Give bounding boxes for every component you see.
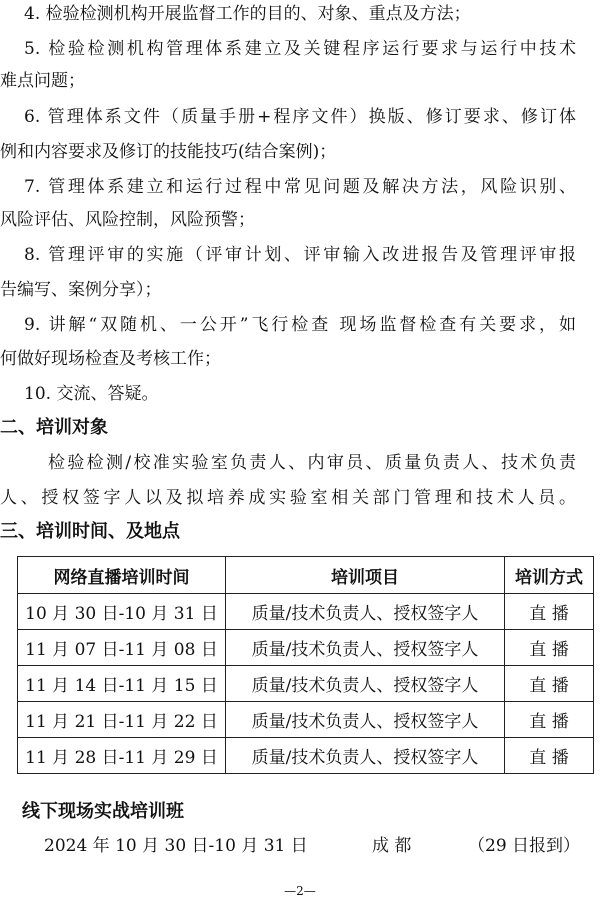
cell-method: 直 播 [505,702,594,738]
schedule-table [17,556,594,774]
item-5-line1: 5. 检验检测机构管理体系建立及关键程序运行要求与运行中技术 [24,39,576,59]
item-9-line2: 何做好现场检查及考核工作； [0,349,221,369]
cell-project: 质量/技术负责人、授权签字人 [226,666,505,702]
cell-time: 11 月 28 日-11 月 29 日 [18,738,226,774]
item-8-line2: 告编写、案例分享）； [0,280,162,300]
offline-title: 线下现场实战培训班 [22,801,184,822]
page-number: —2— [284,884,316,898]
table-row [18,702,594,738]
cell-project: 质量/技术负责人、授权签字人 [226,702,505,738]
item-6-line2: 例和内容要求及修订的技能技巧(结合案例)； [0,142,337,162]
section-2-line2: 人、授权签字人以及拟培养成实验室相关部门管理和技术人员。 [0,488,576,508]
header-time: 网络直播培训时间 [18,557,226,594]
offline-note: （29 日报到） [468,836,581,856]
offline-date: 2024 年 10 月 30 日-10 月 31 日 [44,836,308,856]
table-row [18,666,594,702]
item-7-line1: 7. 管理体系建立和运行过程中常见问题及解决方法，风险识别、 [24,177,576,197]
item-4: 4. 检验检测机构开展监督工作的目的、对象、重点及方法； [24,4,471,24]
section-3-heading: 三、培训时间、及地点 [0,521,180,542]
cell-project: 质量/技术负责人、授权签字人 [226,738,505,774]
cell-method: 直 播 [505,666,594,702]
table-row [18,738,594,774]
cell-time: 11 月 21 日-11 月 22 日 [18,702,226,738]
item-10: 10. 交流、答疑。 [24,384,159,404]
cell-time: 10 月 30 日-10 月 31 日 [18,594,226,630]
item-8-line1: 8. 管理评审的实施（评审计划、评审输入改进报告及管理评审报 [24,245,576,265]
cell-time: 11 月 07 日-11 月 08 日 [18,630,226,666]
cell-project: 质量/技术负责人、授权签字人 [226,630,505,666]
item-6-line1: 6. 管理体系文件（质量手册+程序文件）换版、修订要求、修订体 [24,107,576,127]
cell-time: 11 月 14 日-11 月 15 日 [18,666,226,702]
section-2-line1: 检验检测/校准实验室负责人、内审员、质量负责人、技术负责 [48,453,576,473]
item-5-line2: 难点问题； [0,71,85,91]
header-project: 培训项目 [226,557,505,594]
item-7-line2: 风险评估、风险控制，风险预警； [0,210,255,230]
item-9-line1: 9. 讲解“双随机、一公开”飞行检查 现场监督检查有关要求，如 [24,315,576,335]
header-method: 培训方式 [505,557,594,594]
section-2-heading: 二、培训对象 [0,417,108,438]
cell-method: 直 播 [505,594,594,630]
cell-method: 直 播 [505,738,594,774]
cell-project: 质量/技术负责人、授权签字人 [226,594,505,630]
offline-city: 成 都 [372,836,412,856]
cell-method: 直 播 [505,630,594,666]
table-row [18,630,594,666]
table-header-row [18,557,594,594]
table-row [18,594,594,630]
